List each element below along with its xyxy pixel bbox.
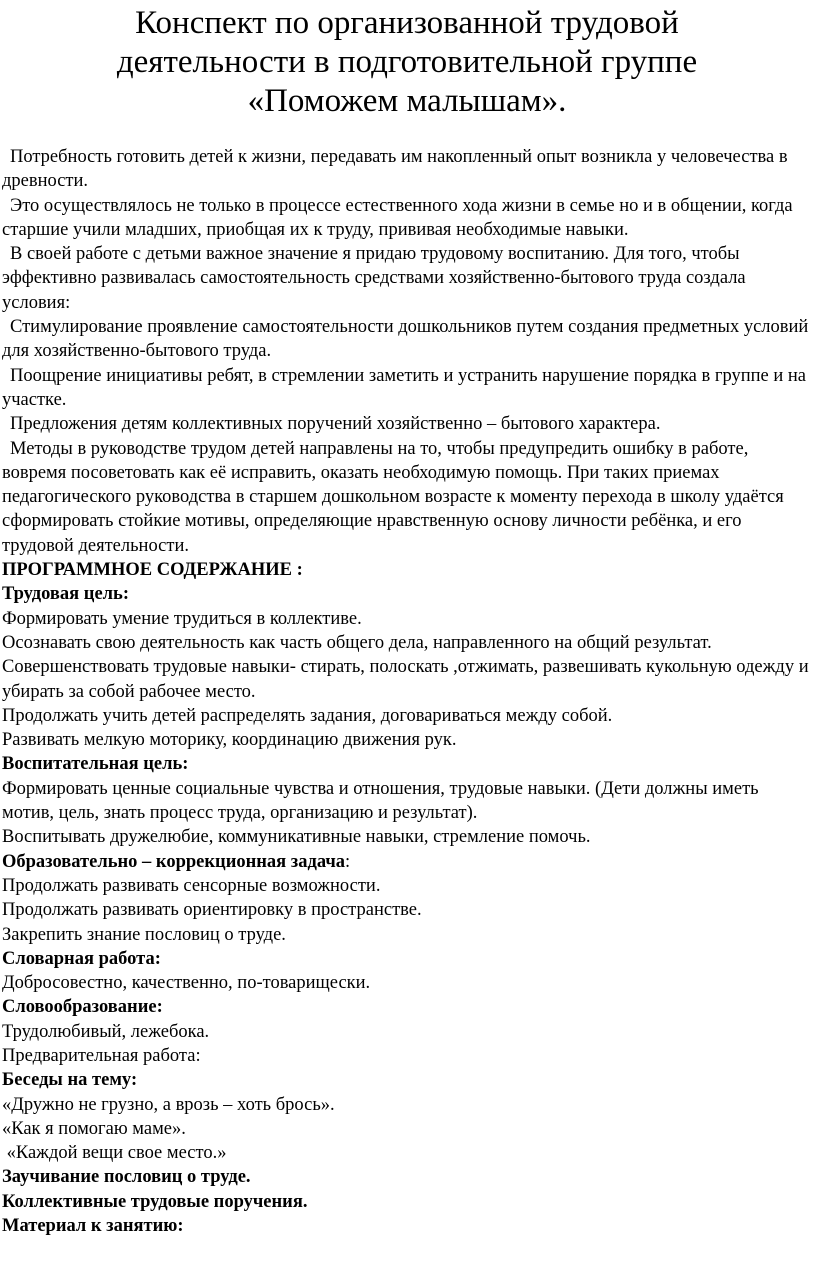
correction-colon: : xyxy=(345,851,351,872)
title-line-1: Конспект по организованной трудовой xyxy=(135,5,679,41)
correction-heading: Образовательно – коррекционная задача xyxy=(2,851,346,872)
labor-goal-item: Совершенствовать трудовые навыки- стирать, полоскать ,отжимать, развешивать кукольную одежду и убирать за собой рабочее место. xyxy=(2,657,809,702)
edu-goal-item: Воспитывать дружелюбие, коммуникативные навыки, стремление помочь. xyxy=(2,827,591,848)
wordform-heading: Словообразование: xyxy=(2,997,163,1018)
program-heading: ПРОГРАММНОЕ СОДЕРЖАНИЕ : xyxy=(2,560,303,581)
intro-paragraph: Поощрение инициативы ребят, в стремлении заметить и устранить нарушение порядка в группе и на участке. xyxy=(2,365,806,410)
intro-paragraph: Это осуществлялось не только в процессе естественного хода жизни в семье но и в общении, когда старшие учили младших, приобщая их к труду, прививая необходимые навыки. xyxy=(2,195,793,240)
intro-section xyxy=(2,145,812,558)
intro-paragraph: Стимулирование проявление самостоятельности дошкольников путем создания предметных условий для хозяйственно-бытового труда. xyxy=(2,317,809,362)
title-line-2: деятельности в подготовительной группе xyxy=(116,44,698,80)
talks-item: «Каждой вещи свое место.» xyxy=(2,1143,227,1164)
title-line-3: «Поможем малышам». xyxy=(247,83,567,119)
vocab-heading: Словарная работа: xyxy=(2,948,161,969)
intro-paragraph: Потребность готовить детей к жизни, передавать им накопленный опыт возникла у человечества в древности. xyxy=(2,147,788,192)
correction-item: Продолжать развивать ориентировку в пространстве. xyxy=(2,900,422,921)
labor-goal-item: Формировать умение трудиться в коллективе. xyxy=(2,608,362,629)
talks-item: «Как я помогаю маме». xyxy=(2,1118,186,1139)
correction-heading-line xyxy=(2,850,812,874)
talks-item: «Дружно не грузно, а врозь – хоть брось». xyxy=(2,1094,335,1115)
intro-paragraph: Методы в руководстве трудом детей направлены на то, чтобы предупредить ошибку в работе, вовремя посоветовать как её исправить, оказать необходимую помощь. При таких приемах педагогического руководства в старшем дошкольном возрасте к моменту перехода в школу удаётся сформировать стойкие мотивы, определяющие нравственную основу личности ребёнка, и его трудовой деятельности. xyxy=(2,438,784,556)
correction-item: Закрепить знание пословиц о труде. xyxy=(2,924,286,945)
program-section xyxy=(2,558,812,1238)
vocab-text: Добросовестно, качественно, по-товарищески. xyxy=(2,973,371,994)
labor-goal-item: Осознавать свою деятельность как часть общего дела, направленного на общий результат. xyxy=(2,632,712,653)
labor-goal-heading: Трудовая цель: xyxy=(2,584,129,605)
collective-heading: Коллективные трудовые поручения. xyxy=(2,1191,308,1212)
material-heading: Материал к занятию: xyxy=(2,1216,184,1237)
document-title xyxy=(2,4,812,121)
edu-goal-heading: Воспитательная цель: xyxy=(2,754,189,775)
intro-paragraph: Предложения детям коллективных поручений хозяйственно – бытового характера. xyxy=(10,414,661,435)
correction-item: Продолжать развивать сенсорные возможности. xyxy=(2,875,381,896)
intro-paragraph: В своей работе с детьми важное значение я придаю трудовому воспитанию. Для того, чтобы эффективно развивалась самостоятельность средствами хозяйственно-бытового труда создала условия: xyxy=(2,244,746,313)
talks-heading: Беседы на тему: xyxy=(2,1070,138,1091)
prelim-text: Предварительная работа: xyxy=(2,1045,201,1066)
labor-goal-item: Развивать мелкую моторику, координацию движения рук. xyxy=(2,730,457,751)
labor-goal-item: Продолжать учить детей распределять задания, договариваться между собой. xyxy=(2,705,613,726)
wordform-text: Трудолюбивый, лежебока. xyxy=(2,1021,210,1042)
proverbs-heading: Заучивание пословиц о труде. xyxy=(2,1167,251,1188)
edu-goal-item: Формировать ценные социальные чувства и отношения, трудовые навыки. (Дети должны иметь мотив, цель, знать процесс труда, организацию и результат). xyxy=(2,778,759,824)
